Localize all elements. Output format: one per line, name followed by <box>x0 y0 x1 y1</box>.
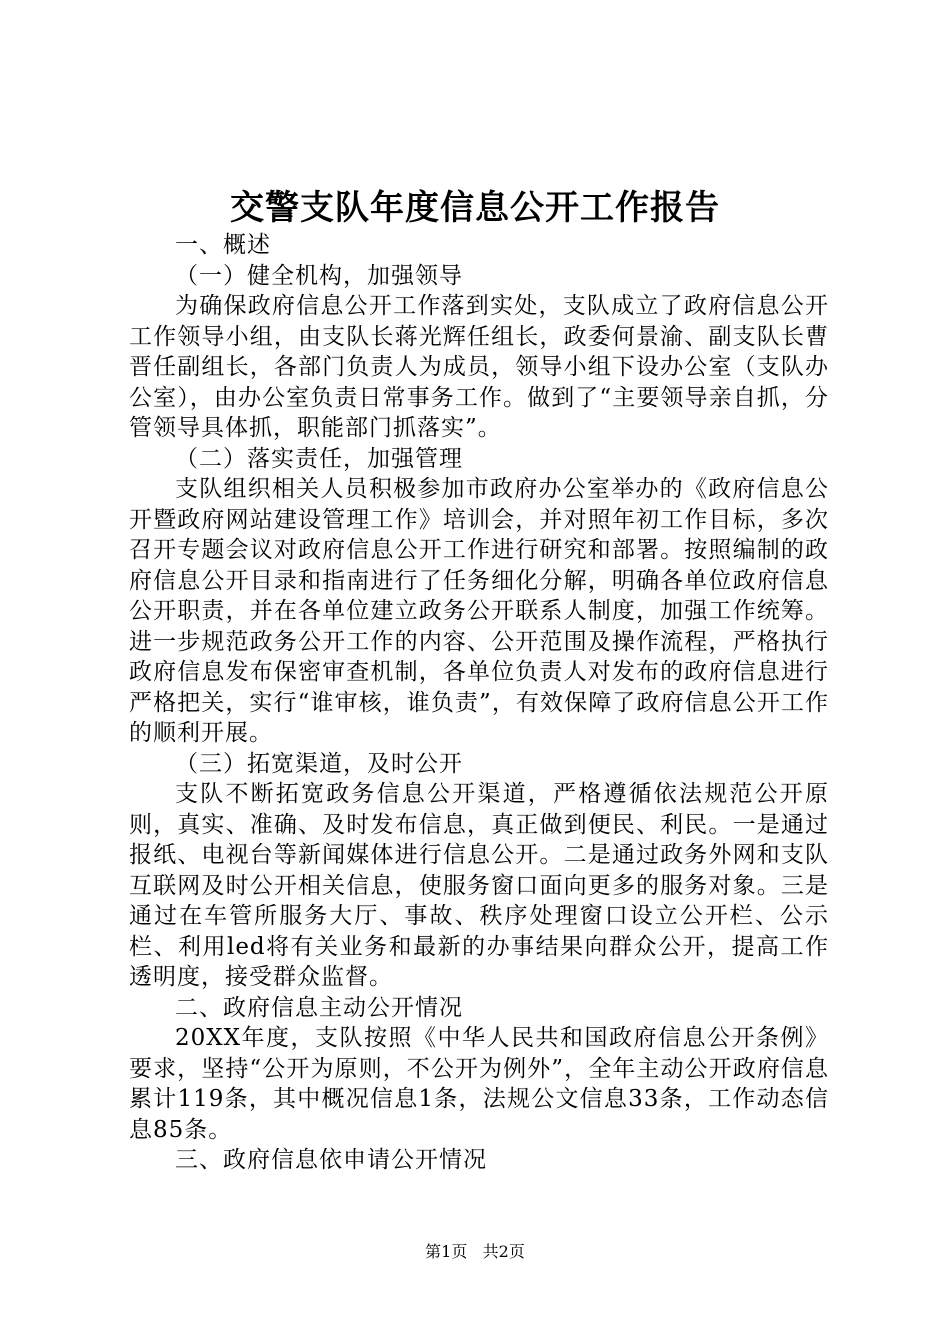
document-title: 交警支队年度信息公开工作报告 <box>230 188 720 228</box>
page-number: 第1页 <box>425 1242 468 1261</box>
section-heading-request-disclosure: 三、政府信息依申请公开情况 <box>175 1147 487 1173</box>
paragraph-active-disclosure: 20XX年度，支队按照《中华人民共和国政府信息公开条例》要求，坚持“公开为原则，不公开为例外”，全年主动公开政府信息累计119条，其中概况信息1条，法规公文信息33条，工作动态信息85条。 <box>129 1025 829 1143</box>
section-heading-overview: 一、概述 <box>175 232 271 258</box>
paragraph-organization: 为确保政府信息公开工作落到实处，支队成立了政府信息公开工作领导小组，由支队长蒋光辉任组长，政委何景渝、副支队长曹晋任副组长，各部门负责人为成员，领导小组下设办公室（支队办公室），由办公室负责日常事务工作。做到了“主要领导亲自抓，分管领导具体抓，职能部门抓落实”。 <box>129 293 829 441</box>
subsection-heading-organization: （一）健全机构，加强领导 <box>175 262 463 289</box>
document-body <box>129 230 829 1176</box>
section-heading-active-disclosure: 二、政府信息主动公开情况 <box>175 994 463 1021</box>
page-total: 共2页 <box>482 1242 525 1261</box>
paragraph-responsibility: 支队组织相关人员积极参加市政府办公室举办的《政府信息公开暨政府网站建设管理工作》培训会，并对照年初工作目标，多次召开专题会议对政府信息公开工作进行研究和部署。按照编制的政府信息公开目录和指南进行了任务细化分解，明确各单位政府信息公开职责，并在各单位建立政务公开联系人制度，加强工作统筹。进一步规范政务公开工作的内容、公开范围及操作流程，严格执行政府信息发布保密审查机制，各单位负责人对发布的政府信息进行严格把关，实行“谁审核，谁负责”，有效保障了政府信息公开工作的顺利开展。 <box>129 476 829 746</box>
paragraph-channels: 支队不断拓宽政务信息公开渠道，严格遵循依法规范公开原则，真实、准确、及时发布信息，真正做到便民、利民。一是通过报纸、电视台等新闻媒体进行信息公开。二是通过政务外网和支队互联网及时公开相关信息，使服务窗口面向更多的服务对象。三是通过在车管所服务大厅、事故、秩序处理窗口设立公开栏、公示栏、利用led将有关业务和最新的办事结果向群众公开，提高工作透明度，接受群众监督。 <box>129 781 829 990</box>
page-footer <box>0 1240 950 1264</box>
subsection-heading-responsibility: （二）落实责任，加强管理 <box>175 445 463 472</box>
subsection-heading-channels: （三）拓宽渠道，及时公开 <box>175 750 463 777</box>
